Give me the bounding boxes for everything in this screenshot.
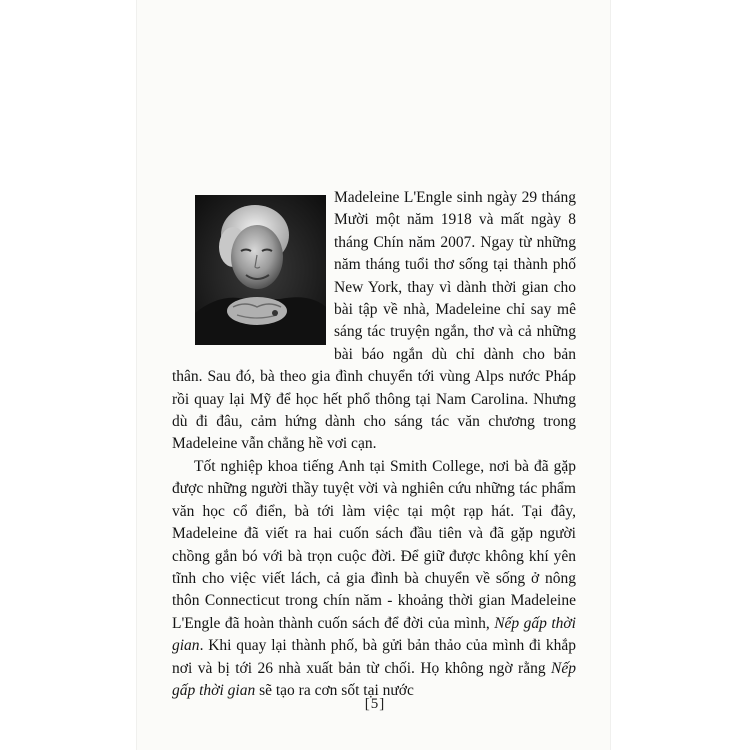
paragraph-2-text-e: sẽ tạo ra cơn sốt tại nước — [255, 681, 414, 699]
book-title-italic: Nếp gấp thời gian — [172, 659, 576, 699]
body-text — [172, 187, 576, 702]
book-title-italic: Nếp gấp thời gian — [172, 614, 576, 655]
paragraph-2-text-c: . Khi quay lại thành phố, bà gửi bản thảo của mình đi khắp nơi và bị tới 26 nhà xuất bản từ chối. Họ không ngờ rằng — [172, 637, 576, 677]
paragraph-2 — [172, 456, 576, 702]
page-number: [5] — [364, 696, 386, 712]
paragraph-2-text-a: Tốt nghiệp khoa tiếng Anh tại Smith College, nơi bà đã gặp được những người thầy tuyệt vời và nghiên cứu những tác phẩm văn học cổ điển, bà tới làm việc tại một rạp hát. Tại đây, Madeleine đã viết ra hai cuốn sách đầu tiên và đã gặp người chồng gắn bó với bà trọn cuộc đời. Để giữ được không khí yên tĩnh cho việc viết lách, cả gia đình bà chuyển về sống ở nông thôn Connecticut trong chín năm - khoảng thời gian Madeleine L'Engle đã hoàn thành cuốn sách để đời của mình, — [172, 457, 576, 632]
paragraph-1-text: Madeleine L'Engle sinh ngày 29 tháng Mười một năm 1918 và mất ngày 8 tháng Chín năm 2007. Ngay từ những năm tháng tuổi thơ sống tại thành phố New York, thay vì dành thời gian cho bài tập về nhà, Madeleine chỉ say mê sáng tác truyện ngắn, thơ và cả những bài báo ngắn dù chỉ dành cho bản thân. Sau đó, bà theo gia đình chuyển tới vùng Alps nước Pháp rồi quay lại Mỹ để học hết phổ thông tại Nam Carolina. Nhưng dù đi đâu, cảm hứng dành cho sáng tác văn chương trong Madeleine vẫn chẳng hề vơi cạn. — [172, 189, 576, 453]
photo-spacer — [172, 187, 334, 344]
paragraph-1 — [172, 187, 576, 456]
